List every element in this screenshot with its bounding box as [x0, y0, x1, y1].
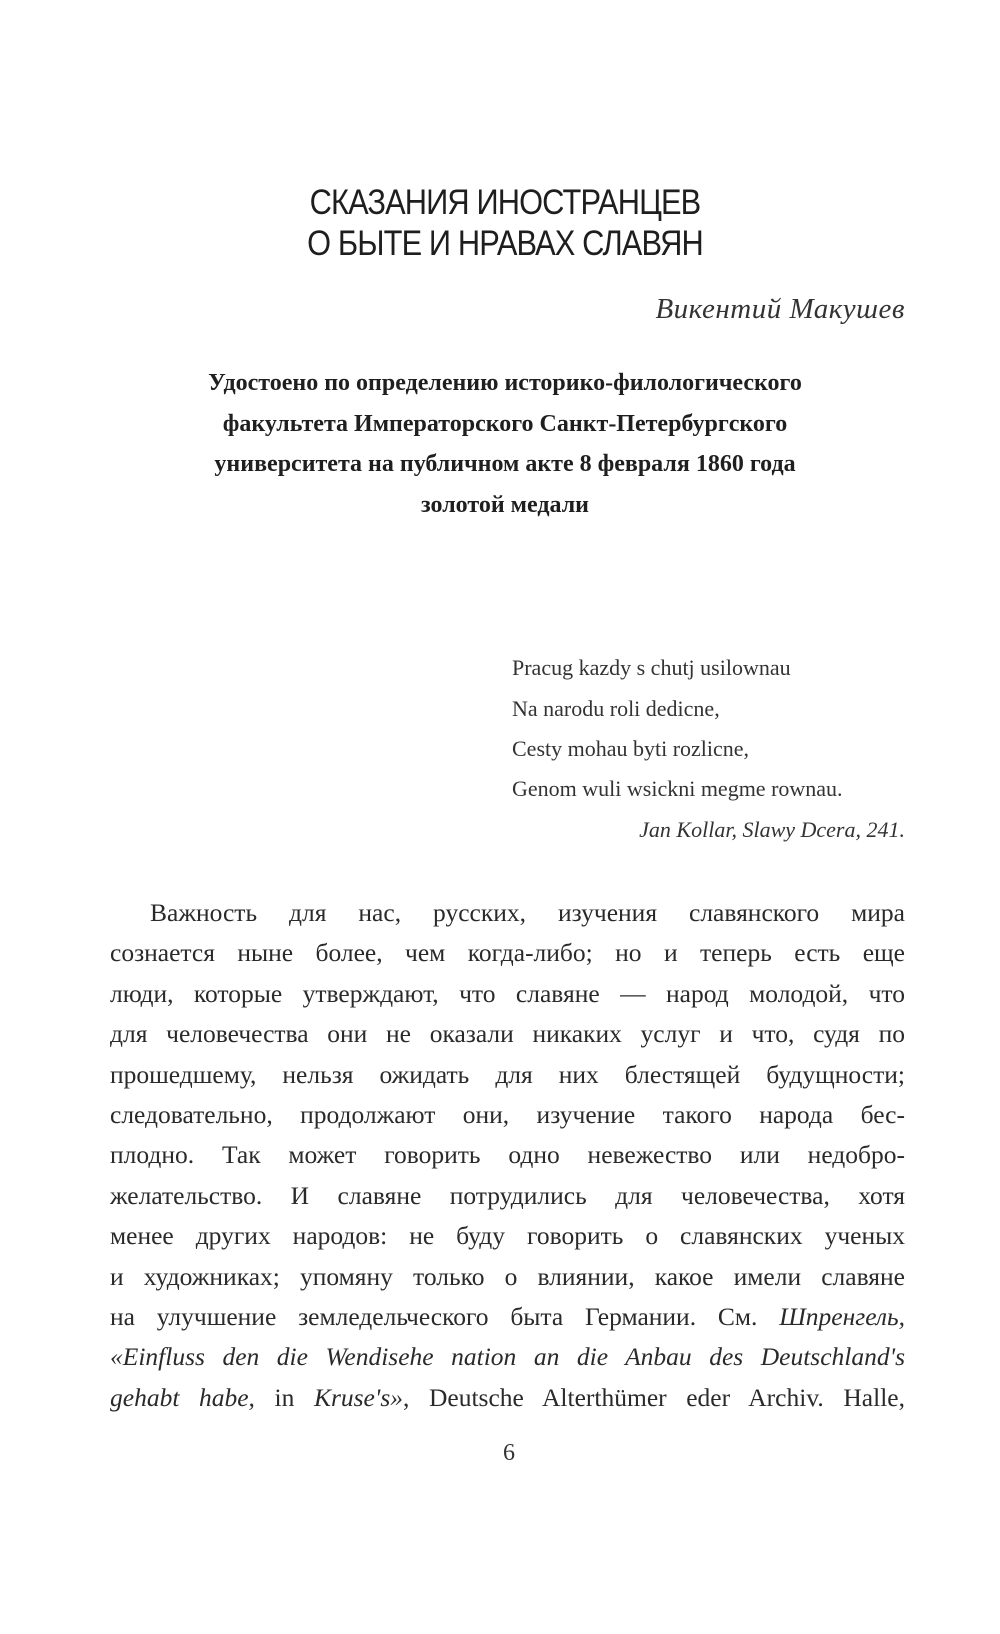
- text: и художниках; упомяну только о влиянии, какое имели славяне: [110, 1261, 905, 1291]
- award-line: Удостоено по определению историко-филологического: [208, 370, 802, 396]
- body-line: [110, 1135, 905, 1175]
- text: прошедшему, нельзя ожидать для них блестящей будущности;: [110, 1059, 905, 1089]
- body-line: [110, 1337, 905, 1377]
- epigraph-line: Genom wuli wsickni megme rownau.: [512, 776, 843, 801]
- author-name: Викентий Макушев: [655, 293, 905, 325]
- body-line: [110, 893, 905, 933]
- award-line: факультета Императорского Санкт-Петербургского: [222, 411, 788, 437]
- epigraph-line: Cesty mohau byti rozlicne,: [512, 736, 750, 761]
- body-paragraph: [110, 893, 905, 1418]
- text: in: [254, 1382, 314, 1412]
- text: , Deutsche Alterthümer eder Archiv. Halle,: [403, 1382, 905, 1412]
- page-number: 6: [503, 1440, 515, 1466]
- text: менее других народов: не буду говорить о славянских ученых: [110, 1221, 905, 1251]
- chapter-title-line-2: О БЫТЕ И НРАВАХ СЛАВЯН: [307, 224, 703, 263]
- body-line: [110, 974, 905, 1014]
- text: желательство. И славяне потрудились для человечества, хотя: [110, 1180, 905, 1210]
- body-line: [110, 1176, 905, 1216]
- text: для человечества они не оказали никаких услуг и что, судя по: [110, 1019, 905, 1049]
- text: люди, которые утверждают, что славяне — народ молодой, что: [110, 978, 905, 1008]
- award-line: золотой медали: [421, 492, 589, 518]
- epigraph-line: Na narodu roli dedicne,: [512, 696, 720, 721]
- italic-text: «Einfluss den die Wendisehe nation an die Anbau des Deutschland's: [110, 1342, 905, 1372]
- award-line: университета на публичном акте 8 февраля 1860 года: [214, 451, 796, 477]
- epigraph-line: Pracug kazdy s chutj usilownau: [512, 655, 791, 680]
- text: следовательно, продолжают они, изучение такого народа бес-: [110, 1099, 905, 1129]
- body-line: [110, 933, 905, 973]
- text: Важность для нас, русских, изучения славянского мира: [150, 898, 905, 927]
- italic-text: Шпренгель,: [779, 1301, 905, 1331]
- text: плодно. Так может говорить одно невежество или недобро-: [110, 1140, 905, 1170]
- body-line: [110, 1257, 905, 1297]
- italic-text: Kruse's»: [313, 1382, 403, 1412]
- body-line: [110, 1378, 905, 1418]
- body-line: [110, 1216, 905, 1256]
- body-line: [110, 1297, 905, 1337]
- body-line: [110, 1014, 905, 1054]
- body-line: [110, 1055, 905, 1095]
- italic-text: gehabt habe,: [110, 1382, 255, 1412]
- text: сознается ныне более, чем когда-либо; но и теперь есть еще: [110, 938, 905, 968]
- chapter-title-line-1: СКАЗАНИЯ ИНОСТРАНЦЕВ: [309, 183, 701, 222]
- text: на улучшение земледельческого быта Германии. См.: [110, 1301, 780, 1331]
- body-line: [110, 1095, 905, 1135]
- epigraph-attribution: Jan Kollar, Slawy Dcera, 241.: [639, 817, 905, 842]
